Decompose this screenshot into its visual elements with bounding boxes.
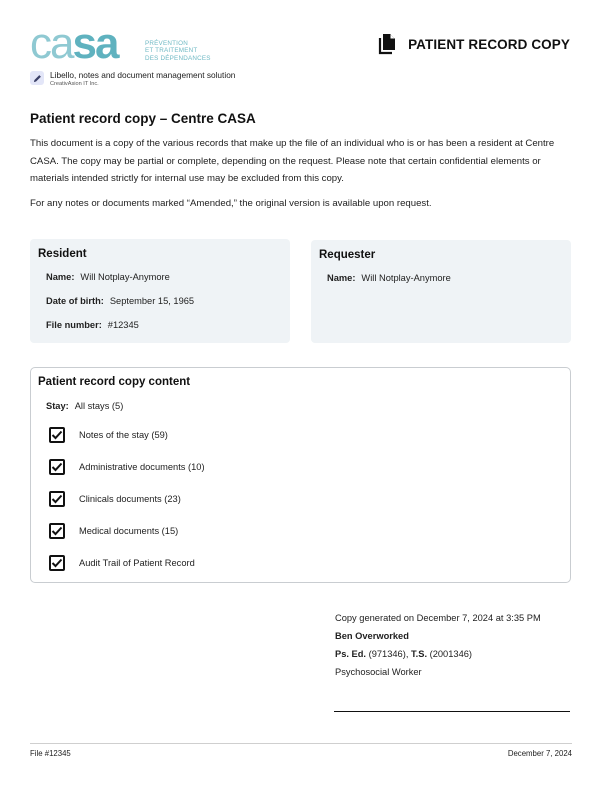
requester-heading: Requester (319, 249, 376, 261)
resident-heading: Resident (38, 248, 87, 260)
checkbox-checked[interactable] (49, 427, 65, 443)
content-item-label: Audit Trail of Patient Record (79, 558, 195, 568)
copy-document-icon (378, 33, 398, 55)
product-name: Libello, notes and document management solution (50, 70, 236, 80)
content-item (49, 491, 181, 507)
resident-panel (30, 239, 290, 343)
copy-content-section (30, 367, 571, 583)
product-info (30, 70, 235, 88)
casa-logo (30, 24, 142, 64)
document-heading (378, 33, 570, 55)
generated-timestamp: Copy generated on December 7, 2024 at 3:35 PM (335, 613, 541, 623)
requester-panel (311, 240, 571, 343)
checkmark-icon (51, 494, 63, 504)
stay-row: Stay: All stays (5) (46, 401, 124, 411)
requester-name-row: Name: Will Notplay-Anymore (327, 273, 451, 283)
doc-type-title: PATIENT RECORD COPY (408, 36, 570, 52)
signature-line (334, 711, 570, 712)
amended-note: For any notes or documents marked “Amended,” the original version is available upon request. (30, 198, 432, 209)
author-role: Psychosocial Worker (335, 667, 422, 677)
resident-file-number: #12345 (107, 320, 139, 330)
checkmark-icon (51, 526, 63, 536)
resident-dob: September 15, 1965 (109, 296, 195, 306)
checkbox-checked[interactable] (49, 523, 65, 539)
stay-value: All stays (5) (74, 401, 124, 411)
credentials: Ps. Ed. (971346), T.S. (2001346) (335, 649, 473, 659)
logo-wordmark: casa (30, 24, 118, 64)
content-item (49, 555, 195, 571)
content-item-label: Administrative documents (10) (79, 462, 205, 472)
intro-paragraph: This document is a copy of the various records that make up the file of an individual who is or has been a resident at Centre CASA. The copy may be partial or complete, depending on the request. Please note that certain confidential elements or materials intended strictly for internal use may be excluded from this copy. (30, 138, 555, 184)
checkbox-checked[interactable] (49, 555, 65, 571)
requester-name: Will Notplay-Anymore (361, 273, 451, 283)
content-item-label: Medical documents (15) (79, 526, 179, 536)
footer-date: December 7, 2024 (507, 749, 572, 758)
author-name: Ben Overworked (335, 631, 409, 641)
copy-content-heading: Patient record copy content (38, 376, 191, 388)
checkbox-checked[interactable] (49, 459, 65, 475)
company-name: CreativAsion IT Inc. (50, 81, 99, 87)
content-item-label: Clinicals documents (23) (79, 494, 181, 504)
resident-name-row: Name: Will Notplay-Anymore (46, 272, 170, 282)
checkmark-icon (51, 430, 63, 440)
resident-name: Will Notplay-Anymore (80, 272, 170, 282)
footer-file: File #12345 (30, 749, 71, 758)
checkmark-icon (51, 462, 63, 472)
pencil-icon (30, 71, 44, 85)
page-title: Patient record copy – Centre CASA (30, 111, 256, 126)
resident-file-row: File number: #12345 (46, 320, 139, 330)
logo-tagline: PRÉVENTION ET TRAITEMENT DES DÉPENDANCES (145, 40, 211, 62)
checkbox-checked[interactable] (49, 491, 65, 507)
signature-block (335, 609, 541, 681)
content-item (49, 523, 178, 539)
resident-dob-row: Date of birth: September 15, 1965 (46, 296, 195, 306)
footer-divider (30, 743, 572, 744)
checkmark-icon (51, 558, 63, 568)
content-item (49, 427, 168, 443)
content-item (49, 459, 205, 475)
content-item-label: Notes of the stay (59) (79, 430, 168, 440)
